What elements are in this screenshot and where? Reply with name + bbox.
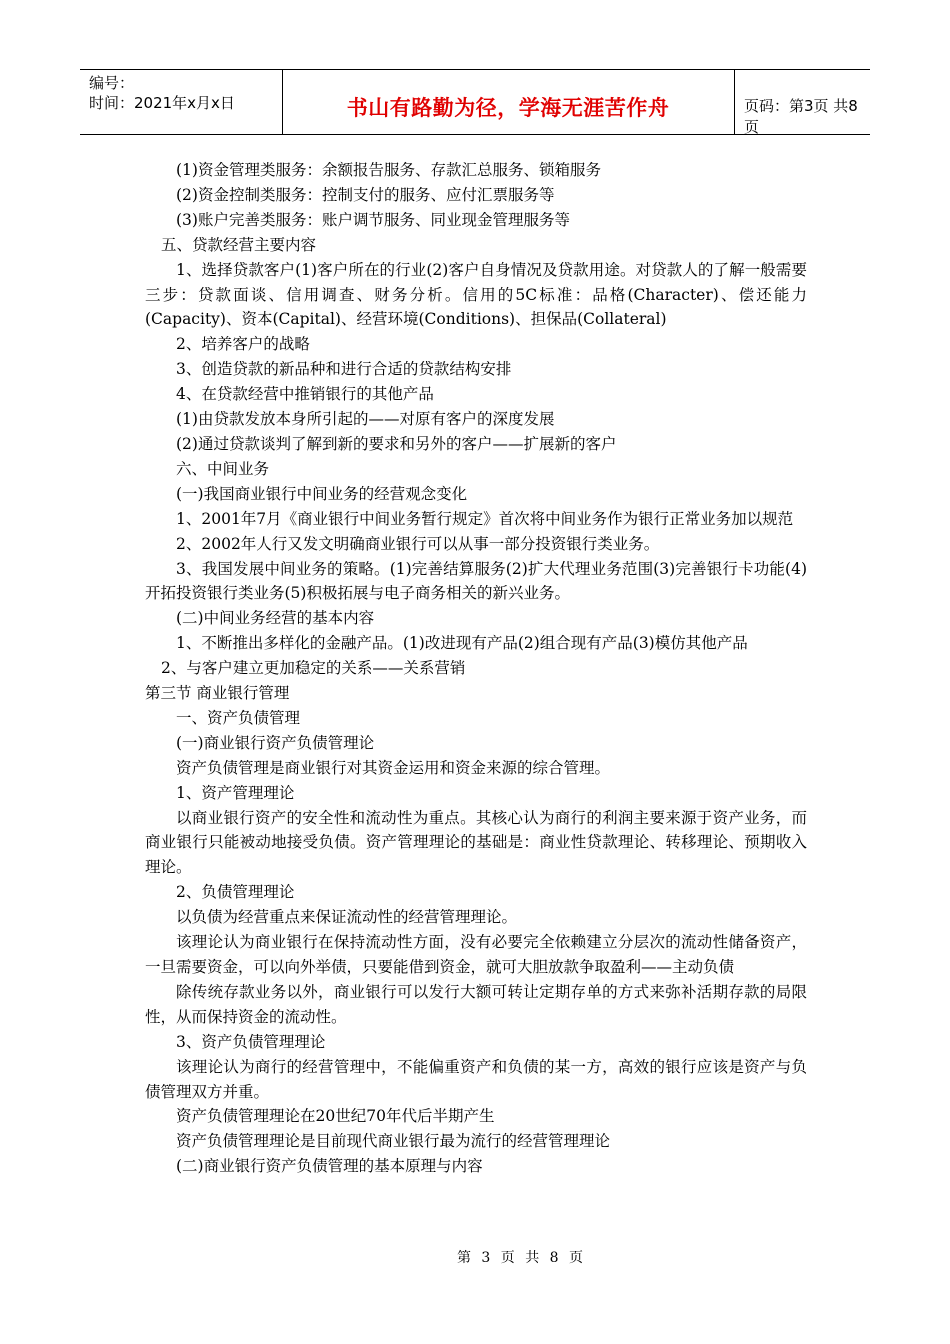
document-body [145, 158, 807, 1179]
paragraph: 3、我国发展中间业务的策略。(1)完善结算服务(2)扩大代理业务范围(3)完善银行卡功能(4)开拓投资银行类业务(5)积极拓展与电子商务相关的新兴业务。 [145, 559, 807, 603]
paragraph: 资产负债管理是商业银行对其资金运用和资金来源的综合管理。 [176, 758, 611, 777]
paragraph: 4、在贷款经营中推销银行的其他产品 [176, 385, 434, 404]
header-page-cell [734, 70, 870, 134]
paragraph: 2、与客户建立更加稳定的关系——关系营销 [161, 659, 466, 678]
paragraph: (二)商业银行资产负债管理的基本原理与内容 [176, 1157, 483, 1176]
page-header [80, 69, 870, 135]
paragraph: (3)账户完善类服务：账户调节服务、同业现金管理服务等 [176, 210, 570, 229]
paragraph: 2、培养客户的战略 [176, 335, 310, 354]
paragraph: 六、中间业务 [176, 459, 270, 478]
paragraph: (一)商业银行资产负债管理论 [176, 733, 375, 752]
document-time: 时间：2021年x月x日 [89, 94, 235, 112]
paragraph: (2)资金控制类服务：控制支付的服务、应付汇票服务等 [176, 185, 555, 204]
paragraph: 一、资产负债管理 [176, 708, 301, 727]
motto-text: 书山有路勤为径，学海无涯苦作舟 [346, 96, 670, 120]
paragraph: 五、贷款经营主要内容 [161, 235, 317, 254]
paragraph: 除传统存款业务以外，商业银行可以发行大额可转让定期存单的方式来弥补活期存款的局限性，从而保持资金的流动性。 [145, 982, 807, 1026]
paragraph: 1、2001年7月《商业银行中间业务暂行规定》首次将中间业务作为银行正常业务加以规范 [176, 509, 794, 528]
paragraph: (一)我国商业银行中间业务的经营观念变化 [176, 484, 468, 503]
paragraph: 资产负债管理理论是目前现代商业银行最为流行的经营管理理论 [176, 1132, 611, 1151]
paragraph: 资产负债管理理论在20世纪70年代后半期产生 [176, 1107, 495, 1126]
paragraph: 1、资产管理理论 [176, 783, 295, 802]
paragraph: (1)资金管理类服务：余额报告服务、存款汇总服务、锁箱服务 [176, 161, 601, 179]
paragraph: 以负债为经营重点来保证流动性的经营管理理论。 [176, 908, 518, 927]
page-footer [0, 1247, 950, 1267]
document-number: 编号： [89, 74, 135, 92]
header-motto-cell [282, 70, 735, 134]
paragraph: 2、负债管理理论 [176, 883, 295, 902]
paragraph: 3、创造贷款的新品种和进行合适的贷款结构安排 [176, 360, 512, 379]
header-page-number: 页码：第3页 共8页 [744, 97, 858, 136]
paragraph: (2)通过贷款谈判了解到新的要求和另外的客户——扩展新的客户 [176, 434, 617, 453]
header-info-cell [80, 70, 283, 134]
paragraph: 1、不断推出多样化的金融产品。(1)改进现有产品(2)组合现有产品(3)模仿其他产品 [176, 634, 748, 653]
paragraph: (二)中间业务经营的基本内容 [176, 609, 375, 628]
paragraph: 1、选择贷款客户(1)客户所在的行业(2)客户自身情况及贷款用途。对贷款人的了解一般需要三步：贷款面谈、信用调查、财务分析。信用的5C标准：品格(Character)、偿还能力(Capacity)、资本(Capital)、经营环境(Conditions)、担保品(Collateral) [145, 260, 807, 329]
paragraph: 该理论认为商业银行在保持流动性方面，没有必要完全依赖建立分层次的流动性储备资产，一旦需要资金，可以向外举债，只要能借到资金，就可大胆放款争取盈利——主动负债 [145, 933, 807, 976]
paragraph: 2、2002年人行又发文明确商业银行可以从事一部分投资银行类业务。 [176, 534, 660, 553]
paragraph: 第三节 商业银行管理 [145, 684, 290, 703]
paragraph: (1)由贷款发放本身所引起的——对原有客户的深度发展 [176, 410, 555, 429]
footer-page-number: 第 3 页 共 8 页 [456, 1250, 584, 1266]
paragraph: 该理论认为商行的经营管理中，不能偏重资产和负债的某一方，高效的银行应该是资产与负债管理双方并重。 [145, 1057, 807, 1101]
paragraph: 3、资产负债管理理论 [176, 1032, 326, 1051]
paragraph: 以商业银行资产的安全性和流动性为重点。其核心认为商行的利润主要来源于资产业务，而商业银行只能被动地接受负债。资产管理理论的基础是：商业性贷款理论、转移理论、预期收入理论。 [145, 808, 807, 877]
